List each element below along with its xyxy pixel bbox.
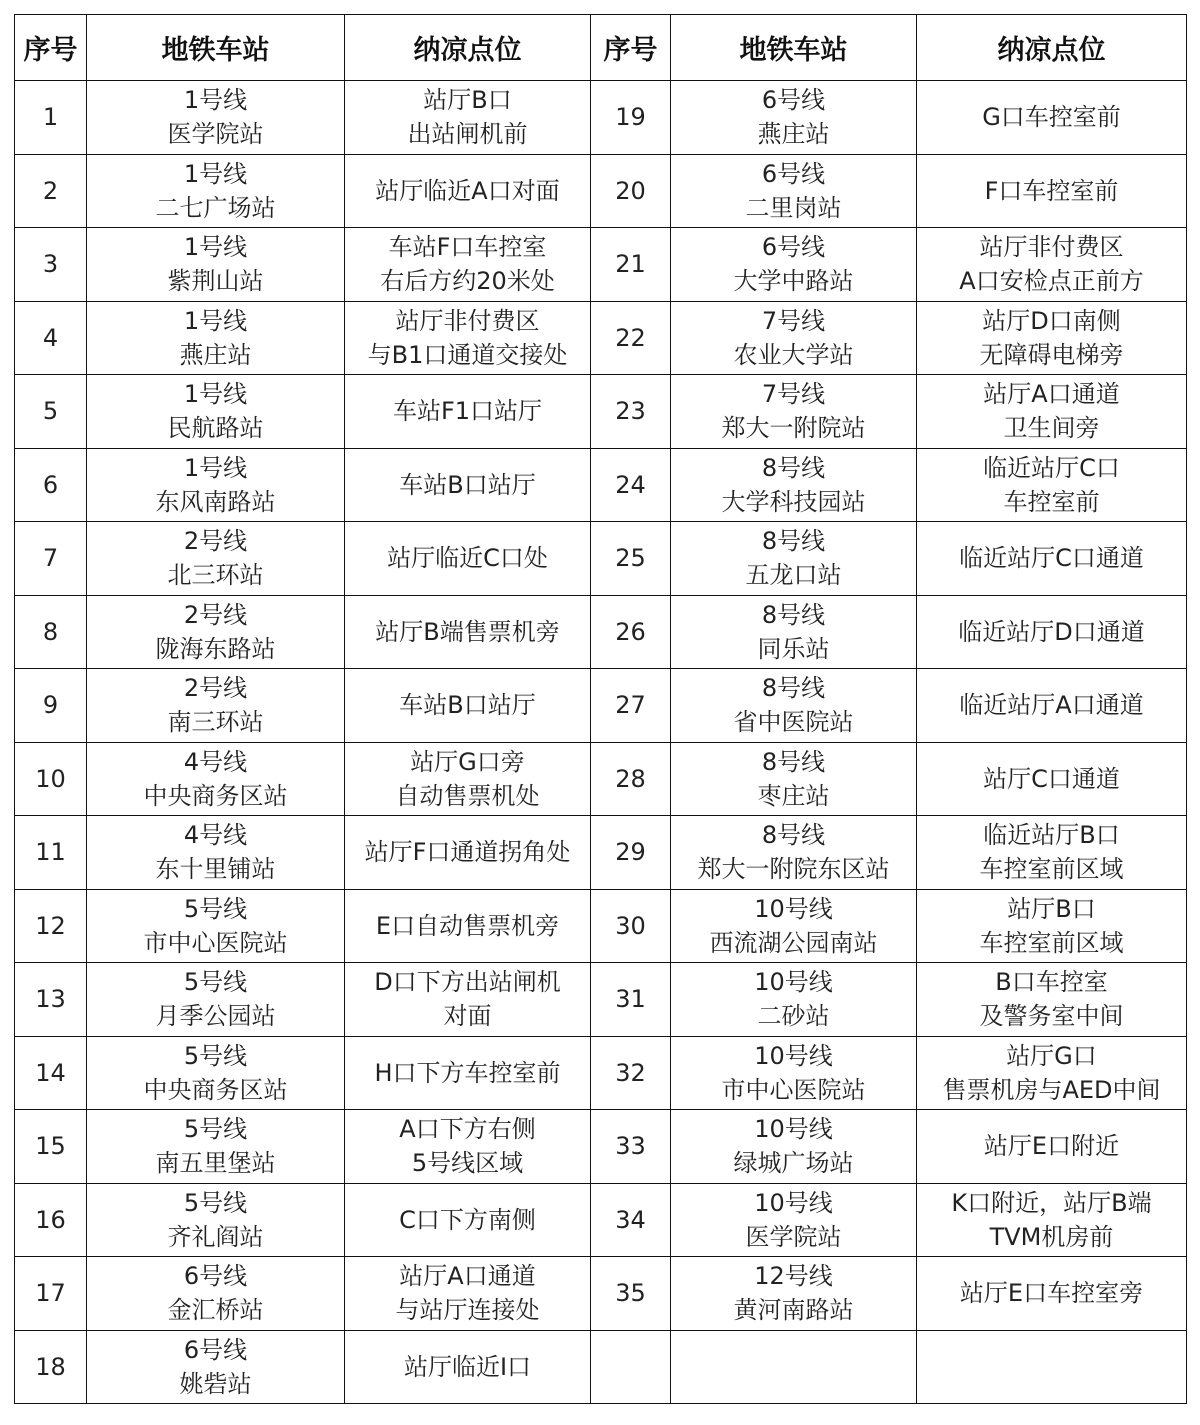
cell-station-left: 2号线 陇海东路站	[87, 595, 345, 669]
cell-station-left: 2号线 南三环站	[87, 669, 345, 743]
cell-spot-right: 临近站厅C口 车控室前	[917, 448, 1187, 522]
cell-station-right: 10号线 二砂站	[671, 963, 917, 1037]
cell-no-left: 17	[15, 1257, 87, 1331]
header-no-right: 序号	[591, 15, 671, 81]
cell-station-left: 6号线 姚砦站	[87, 1330, 345, 1404]
cell-station-right: 12号线 黄河南路站	[671, 1257, 917, 1331]
table-row	[15, 1183, 1187, 1257]
cell-spot-right: 站厅D口南侧 无障碍电梯旁	[917, 301, 1187, 375]
cell-station-left: 1号线 东风南路站	[87, 448, 345, 522]
cell-no-right: 30	[591, 889, 671, 963]
cell-no-left: 5	[15, 375, 87, 449]
cell-spot-right: F口车控室前	[917, 154, 1187, 228]
cell-spot-left: 车站B口站厅	[345, 669, 591, 743]
cell-no-left: 16	[15, 1183, 87, 1257]
table-row	[15, 1330, 1187, 1404]
cell-no-right: 22	[591, 301, 671, 375]
cell-spot-right: 站厅C口通道	[917, 742, 1187, 816]
table-row	[15, 81, 1187, 155]
header-spot-left: 纳凉点位	[345, 15, 591, 81]
cell-spot-right: 临近站厅A口通道	[917, 669, 1187, 743]
table-row	[15, 522, 1187, 596]
cell-station-right: 10号线 市中心医院站	[671, 1036, 917, 1110]
cell-station-right: 10号线 绿城广场站	[671, 1110, 917, 1184]
table-row	[15, 154, 1187, 228]
cell-spot-right: 站厅B口 车控室前区域	[917, 889, 1187, 963]
cell-station-right: 8号线 郑大一附院东区站	[671, 816, 917, 890]
cell-spot-left: 站厅F口通道拐角处	[345, 816, 591, 890]
cell-station-left: 1号线 民航路站	[87, 375, 345, 449]
cell-no-left: 7	[15, 522, 87, 596]
cell-no-right: 25	[591, 522, 671, 596]
cell-spot-left: 站厅临近A口对面	[345, 154, 591, 228]
cell-no-left: 8	[15, 595, 87, 669]
cell-spot-left: 车站F1口站厅	[345, 375, 591, 449]
cell-spot-right: K口附近，站厅B端 TVM机房前	[917, 1183, 1187, 1257]
cell-station-right: 10号线 医学院站	[671, 1183, 917, 1257]
cell-spot-left: 站厅A口通道 与站厅连接处	[345, 1257, 591, 1331]
cell-no-right: 27	[591, 669, 671, 743]
cell-station-left: 5号线 中央商务区站	[87, 1036, 345, 1110]
cell-station-right: 8号线 同乐站	[671, 595, 917, 669]
cell-no-right: 24	[591, 448, 671, 522]
table-body	[15, 81, 1187, 1404]
cell-spot-left: C口下方南侧	[345, 1183, 591, 1257]
cell-station-right: 10号线 西流湖公园南站	[671, 889, 917, 963]
cooling-points-sheet	[14, 14, 1186, 1404]
cell-station-left: 1号线 燕庄站	[87, 301, 345, 375]
cell-no-left: 12	[15, 889, 87, 963]
cell-station-left: 4号线 中央商务区站	[87, 742, 345, 816]
cell-spot-left: A口下方右侧 5号线区域	[345, 1110, 591, 1184]
cell-spot-left: H口下方车控室前	[345, 1036, 591, 1110]
cell-no-left: 6	[15, 448, 87, 522]
cell-station-left: 1号线 二七广场站	[87, 154, 345, 228]
header-station-right: 地铁车站	[671, 15, 917, 81]
cell-station-right: 8号线 枣庄站	[671, 742, 917, 816]
cell-station-right: 8号线 五龙口站	[671, 522, 917, 596]
cell-station-right: 7号线 农业大学站	[671, 301, 917, 375]
table-row	[15, 1110, 1187, 1184]
cell-station-right	[671, 1330, 917, 1404]
cell-no-right: 20	[591, 154, 671, 228]
cell-spot-right	[917, 1330, 1187, 1404]
table-row	[15, 963, 1187, 1037]
cell-no-right	[591, 1330, 671, 1404]
table-row	[15, 595, 1187, 669]
cell-no-right: 33	[591, 1110, 671, 1184]
table-row	[15, 301, 1187, 375]
cell-no-right: 19	[591, 81, 671, 155]
cell-no-right: 34	[591, 1183, 671, 1257]
cell-spot-right: 站厅A口通道 卫生间旁	[917, 375, 1187, 449]
cell-no-left: 10	[15, 742, 87, 816]
cell-spot-right: 临近站厅C口通道	[917, 522, 1187, 596]
cell-station-left: 6号线 金汇桥站	[87, 1257, 345, 1331]
cell-station-left: 4号线 东十里铺站	[87, 816, 345, 890]
cell-no-left: 13	[15, 963, 87, 1037]
table-row	[15, 1036, 1187, 1110]
cell-no-right: 29	[591, 816, 671, 890]
cell-station-left: 5号线 齐礼阎站	[87, 1183, 345, 1257]
table-row	[15, 1257, 1187, 1331]
cell-station-right: 6号线 二里岗站	[671, 154, 917, 228]
cell-station-right: 7号线 郑大一附院站	[671, 375, 917, 449]
cell-no-left: 15	[15, 1110, 87, 1184]
table-row	[15, 889, 1187, 963]
cell-spot-right: B口车控室 及警务室中间	[917, 963, 1187, 1037]
cell-spot-left: 车站F口车控室 右后方约20米处	[345, 228, 591, 302]
header-station-left: 地铁车站	[87, 15, 345, 81]
cell-station-left: 1号线 医学院站	[87, 81, 345, 155]
cell-station-right: 6号线 大学中路站	[671, 228, 917, 302]
table-row	[15, 228, 1187, 302]
cell-no-right: 23	[591, 375, 671, 449]
cell-spot-left: 站厅B端售票机旁	[345, 595, 591, 669]
cell-no-left: 4	[15, 301, 87, 375]
cell-no-right: 32	[591, 1036, 671, 1110]
cell-station-left: 2号线 北三环站	[87, 522, 345, 596]
cell-no-left: 9	[15, 669, 87, 743]
cell-spot-left: D口下方出站闸机 对面	[345, 963, 591, 1037]
cell-station-left: 5号线 南五里堡站	[87, 1110, 345, 1184]
cell-spot-right: 临近站厅B口 车控室前区域	[917, 816, 1187, 890]
cell-spot-right: 站厅E口车控室旁	[917, 1257, 1187, 1331]
cell-station-right: 8号线 省中医院站	[671, 669, 917, 743]
cooling-points-table	[14, 14, 1187, 1404]
cell-spot-left: E口自动售票机旁	[345, 889, 591, 963]
cell-spot-right: 临近站厅D口通道	[917, 595, 1187, 669]
cell-no-left: 11	[15, 816, 87, 890]
cell-no-right: 31	[591, 963, 671, 1037]
table-row	[15, 816, 1187, 890]
header-row	[15, 15, 1187, 81]
cell-spot-left: 站厅临近C口处	[345, 522, 591, 596]
cell-station-left: 1号线 紫荆山站	[87, 228, 345, 302]
cell-station-left: 5号线 月季公园站	[87, 963, 345, 1037]
cell-spot-right: 站厅非付费区 A口安检点正前方	[917, 228, 1187, 302]
cell-spot-left: 站厅B口 出站闸机前	[345, 81, 591, 155]
table-row	[15, 742, 1187, 816]
cell-spot-left: 站厅非付费区 与B1口通道交接处	[345, 301, 591, 375]
cell-no-left: 14	[15, 1036, 87, 1110]
cell-no-right: 21	[591, 228, 671, 302]
cell-spot-left: 站厅G口旁 自动售票机处	[345, 742, 591, 816]
cell-spot-left: 站厅临近I口	[345, 1330, 591, 1404]
table-row	[15, 669, 1187, 743]
cell-spot-right: 站厅G口 售票机房与AED中间	[917, 1036, 1187, 1110]
cell-no-right: 26	[591, 595, 671, 669]
cell-no-left: 2	[15, 154, 87, 228]
cell-no-right: 35	[591, 1257, 671, 1331]
cell-station-right: 6号线 燕庄站	[671, 81, 917, 155]
header-spot-right: 纳凉点位	[917, 15, 1187, 81]
table-row	[15, 448, 1187, 522]
cell-spot-left: 车站B口站厅	[345, 448, 591, 522]
header-no-left: 序号	[15, 15, 87, 81]
cell-no-left: 3	[15, 228, 87, 302]
table-row	[15, 375, 1187, 449]
cell-station-right: 8号线 大学科技园站	[671, 448, 917, 522]
cell-station-left: 5号线 市中心医院站	[87, 889, 345, 963]
cell-no-right: 28	[591, 742, 671, 816]
cell-spot-right: 站厅E口附近	[917, 1110, 1187, 1184]
cell-no-left: 1	[15, 81, 87, 155]
cell-spot-right: G口车控室前	[917, 81, 1187, 155]
cell-no-left: 18	[15, 1330, 87, 1404]
